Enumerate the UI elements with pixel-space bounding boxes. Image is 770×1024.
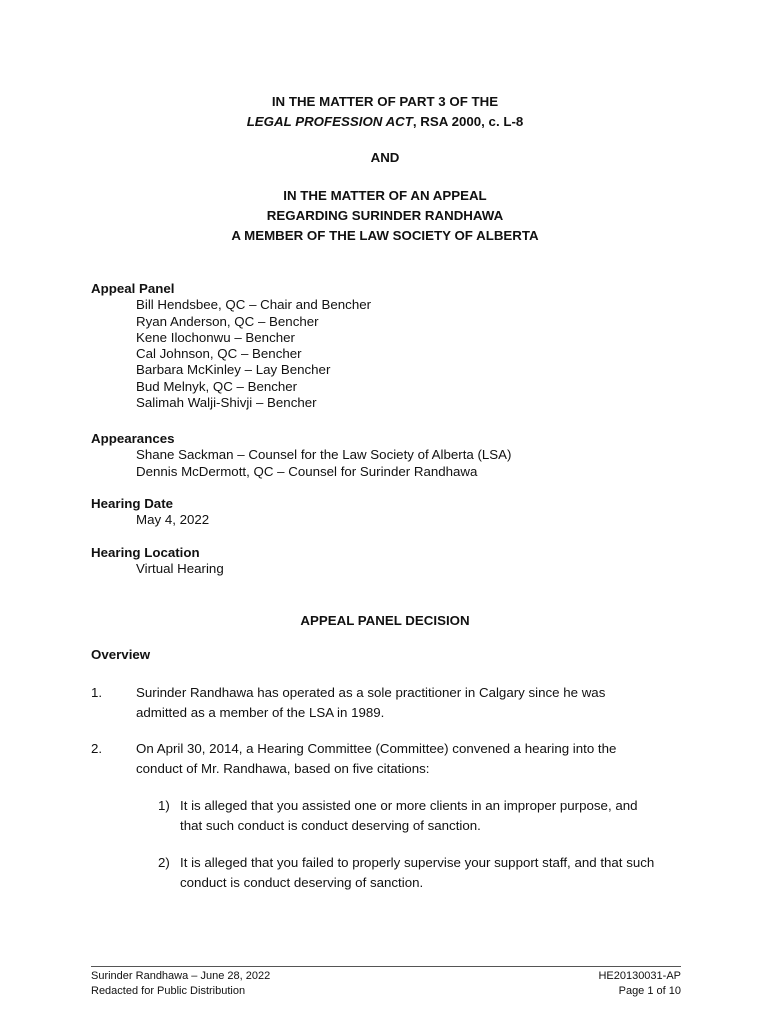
hearing-date-label: Hearing Date [91,496,174,511]
appeal-heading [0,186,770,246]
footer-distribution: Redacted for Public Distribution [91,985,246,997]
footer-page-number: Page 1 of 10 [618,985,681,997]
appeal-panel-label: Appeal Panel [91,281,175,296]
decision-title: APPEAL PANEL DECISION [300,613,470,628]
matter-heading [0,92,770,132]
hearing-location-value: Virtual Hearing [136,561,224,577]
panel-member: Bud Melnyk, QC – Bencher [136,378,298,394]
footer-case-date: Surinder Randhawa – June 28, 2022 [91,970,271,982]
act-citation: , RSA 2000, c. L-8 [412,114,524,129]
paragraph-1 [91,683,691,723]
paragraph-line: conduct of Mr. Randhawa, based on five citations: [136,761,430,776]
hearing-location-label: Hearing Location [91,545,200,560]
heading-line-2 [0,112,770,132]
citation-1 [158,796,678,836]
panel-member: Cal Johnson, QC – Bencher [136,346,302,362]
footer-left [91,969,270,999]
citation-number: 1) [158,798,170,813]
citation-number: 2) [158,855,170,870]
citation-2 [158,853,678,893]
appeal-panel-section [91,281,691,411]
footer-divider [91,966,681,967]
panel-member: Ryan Anderson, QC – Bencher [136,313,319,329]
paragraph-line: On April 30, 2014, a Hearing Committee (Committee) convened a hearing into the [136,741,617,756]
hearing-location-section [91,545,691,578]
footer-file-number: HE20130031-AP [598,970,681,982]
footer-right [598,969,681,999]
heading-line-3: IN THE MATTER OF AN APPEAL [283,188,487,203]
panel-member: Bill Hendsbee, QC – Chair and Bencher [136,297,372,313]
citation-line: It is alleged that you assisted one or more clients in an improper purpose, and [180,798,638,813]
paragraph-number: 1. [91,685,103,700]
paragraph-2 [91,739,691,779]
overview-heading: Overview [91,647,151,662]
panel-member: Salimah Walji-Shivji – Bencher [136,395,317,411]
appearances-label: Appearances [91,431,175,446]
appearance-entry: Shane Sackman – Counsel for the Law Society of Alberta (LSA) [136,447,512,463]
panel-member: Barbara McKinley – Lay Bencher [136,362,331,378]
appearance-entry: Dennis McDermott, QC – Counsel for Surinder Randhawa [136,463,478,479]
paragraph-number: 2. [91,741,103,756]
and-text: AND [370,150,400,165]
heading-line-5: A MEMBER OF THE LAW SOCIETY OF ALBERTA [231,228,539,243]
act-name: LEGAL PROFESSION ACT [246,114,413,129]
and-heading [0,148,770,168]
hearing-date-section [91,496,691,529]
heading-line-1: IN THE MATTER OF PART 3 OF THE [271,94,499,109]
citation-line: that such conduct is conduct deserving of sanction. [180,818,481,833]
paragraph-line: admitted as a member of the LSA in 1989. [136,705,385,720]
citation-line: conduct is conduct deserving of sanction. [180,875,424,890]
panel-member: Kene Ilochonwu – Bencher [136,329,295,345]
appearances-section [91,431,691,480]
heading-line-4: REGARDING SURINDER RANDHAWA [266,208,504,223]
paragraph-line: Surinder Randhawa has operated as a sole practitioner in Calgary since he was [136,685,606,700]
hearing-date-value: May 4, 2022 [136,512,210,528]
citation-line: It is alleged that you failed to properly supervise your support staff, and that such [180,855,655,870]
